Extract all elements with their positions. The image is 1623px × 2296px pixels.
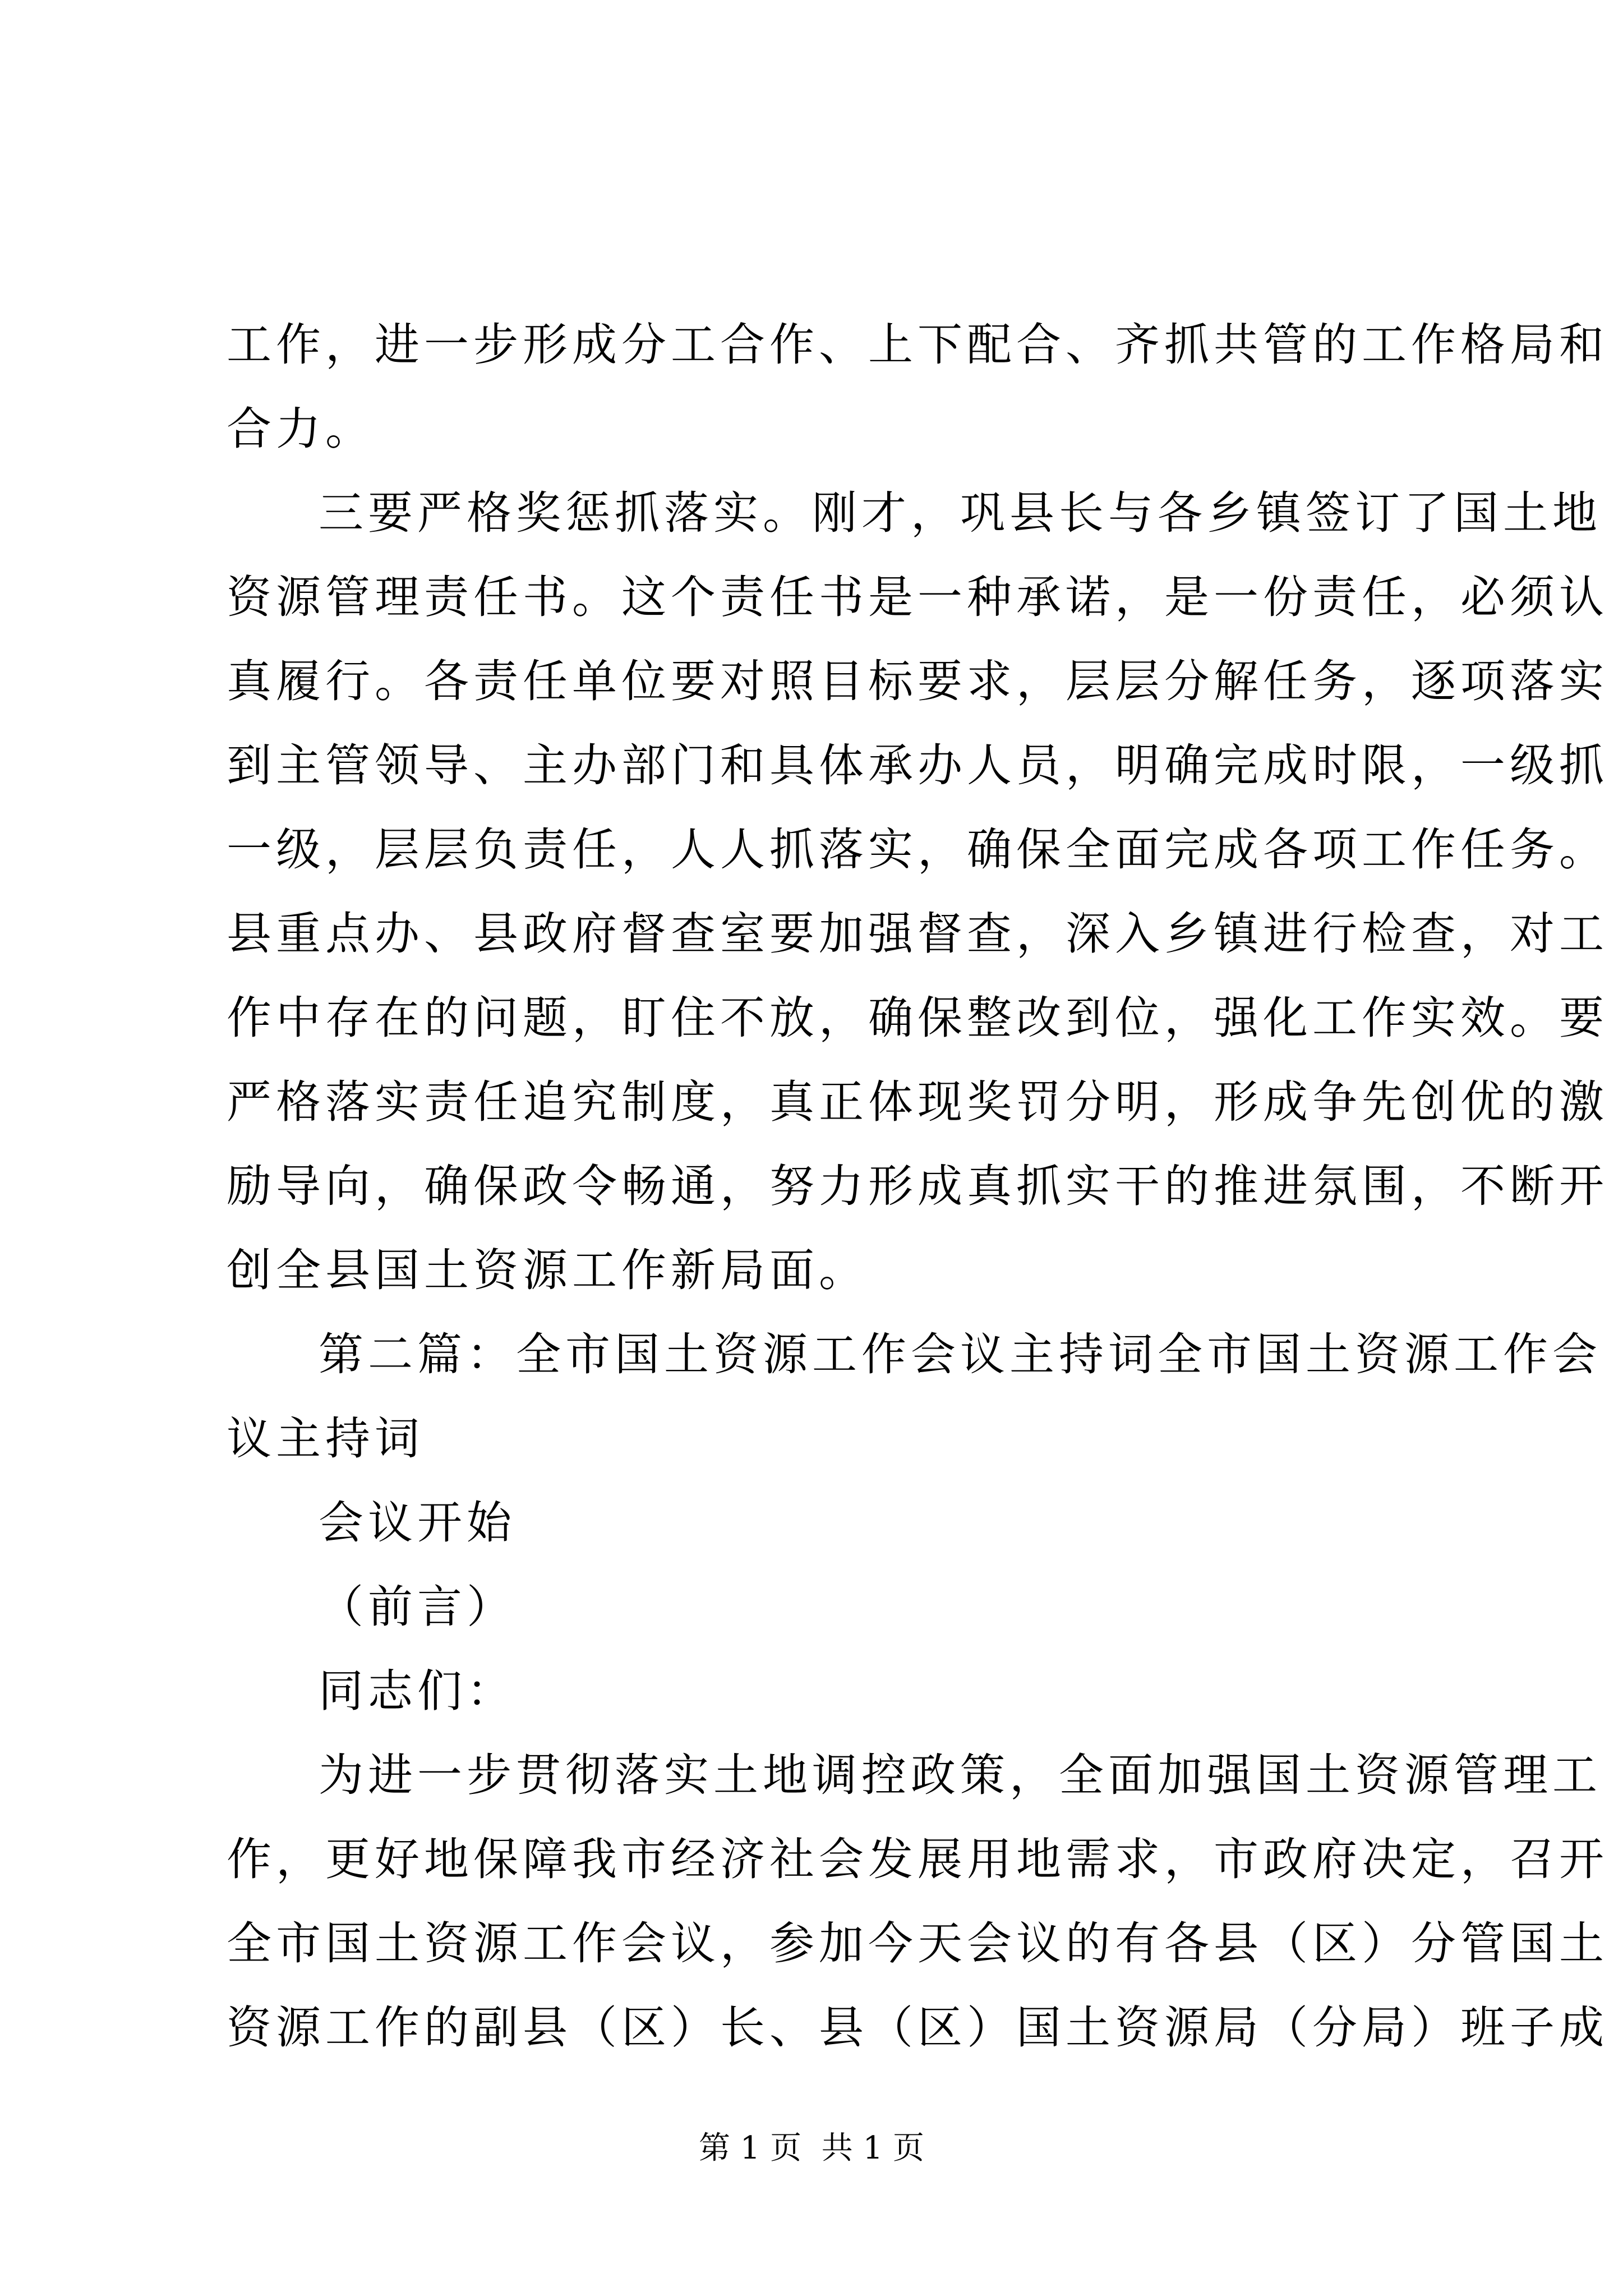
- text-line: 资源管理责任书。这个责任书是一种承诺，是一份责任，必须认: [227, 571, 1608, 623]
- paragraph-start-line: （前言）: [319, 1581, 516, 1633]
- paragraph-start-line: 为进一步贯彻落实土地调控政策，全面加强国土资源管理工: [319, 1749, 1602, 1801]
- text-line: 真履行。各责任单位要对照目标要求，层层分解任务，逐项落实: [227, 655, 1608, 707]
- text-line: 全市国土资源工作会议，参加今天会议的有各县（区）分管国土: [227, 1917, 1608, 1970]
- salutation-line: 同志们：: [319, 1665, 516, 1717]
- text-line: 合力。: [227, 403, 375, 455]
- text-line: 严格落实责任追究制度，真正体现奖罚分明，形成争先创优的激: [227, 1076, 1608, 1128]
- text-line: 励导向，确保政令畅通，努力形成真抓实干的推进氛围，不断开: [227, 1160, 1608, 1212]
- page-footer: 第 1 页 共 1 页: [698, 2130, 925, 2166]
- paragraph-start-line: 三要严格奖惩抓落实。刚才，巩县长与各乡镇签订了国土地: [319, 487, 1602, 539]
- text-line: 工作，进一步形成分工合作、上下配合、齐抓共管的工作格局和: [227, 319, 1608, 371]
- text-line: 作中存在的问题，盯住不放，确保整改到位，强化工作实效。要: [227, 992, 1608, 1044]
- text-line: 到主管领导、主办部门和具体承办人员，明确完成时限，一级抓: [227, 739, 1608, 792]
- section-heading-line: 第二篇：全市国土资源工作会议主持词全市国土资源工作会: [319, 1328, 1602, 1381]
- text-line: 县重点办、县政府督查室要加强督查，深入乡镇进行检查，对工: [227, 908, 1608, 960]
- section-heading-line: 议主持词: [227, 1412, 424, 1465]
- paragraph-start-line: 会议开始: [319, 1497, 516, 1549]
- body-text: [227, 303, 1608, 2070]
- text-line: 创全县国土资源工作新局面。: [227, 1244, 868, 1296]
- text-line: 一级，层层负责任，人人抓落实，确保全面完成各项工作任务。: [227, 823, 1608, 876]
- text-line: 作，更好地保障我市经济社会发展用地需求，市政府决定，召开: [227, 1833, 1608, 1885]
- text-line: 资源工作的副县（区）长、县（区）国土资源局（分局）班子成: [227, 2001, 1608, 2054]
